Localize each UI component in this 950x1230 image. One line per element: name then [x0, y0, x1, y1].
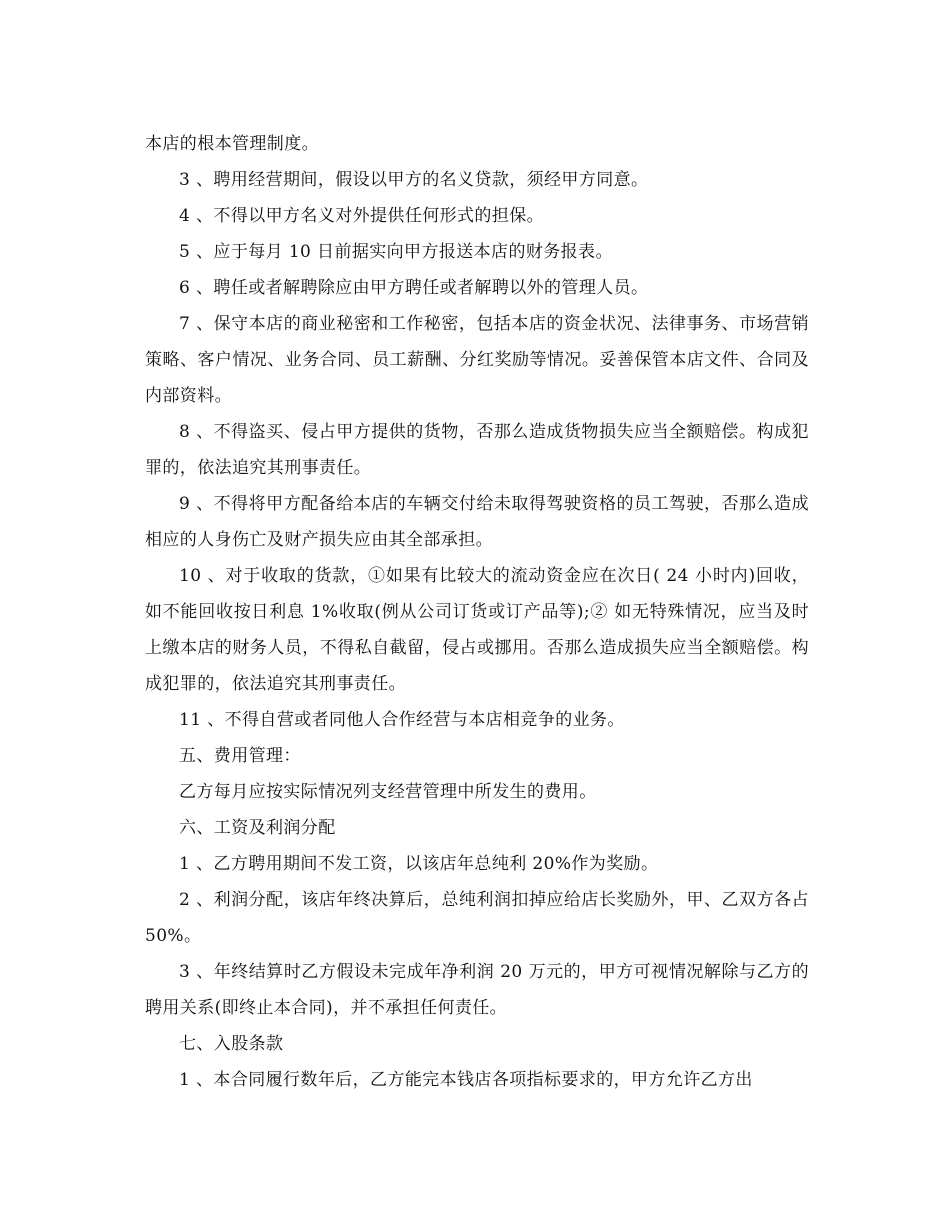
paragraph-clause-8-goods: 8 、不得盗买、侵占甲方提供的货物，否那么造成货物损失应当全额赔偿。构成犯罪的，依法追究其刑事责任。	[145, 422, 809, 478]
paragraph-clause-10-payments: 10 、对于收取的货款，①如果有比较大的流动资金应在次日( 24 小时内)回收，如不能回收按日利息 1%收取(例从公司订货或订产品等);② 如无特殊情况，应当及时上缴本店的财务人员，不得私自截留，侵占或挪用。否那么造成损失应当全额赔偿。构成犯罪的，依法追究其刑事责任。	[145, 566, 809, 694]
paragraph-clause-9-vehicles: 9 、不得将甲方配备给本店的车辆交付给未取得驾驶资格的员工驾驶，否那么造成相应的人身伤亡及财产损失应由其全部承担。	[145, 494, 809, 550]
section-heading-expenses: 五、费用管理：	[179, 746, 301, 766]
paragraph-management-system: 本店的根本管理制度。	[145, 134, 319, 154]
paragraph-expenses: 乙方每月应按实际情况列支经营管理中所发生的费用。	[179, 782, 597, 802]
paragraph-clause-4-guarantee: 4 、不得以甲方名义对外提供任何形式的担保。	[179, 206, 545, 226]
paragraph-clause-11-competition: 11 、不得自营或者同他人合作经营与本店相竞争的业务。	[179, 710, 625, 730]
paragraph-salary-1: 1 、乙方聘用期间不发工资，以该店年总纯利 20%作为奖励。	[179, 854, 659, 874]
paragraph-profit-2: 2 、利润分配，该店年终决算后，总纯利润扣掉应给店长奖励外，甲、乙双方各占 50%。	[145, 890, 809, 946]
section-heading-equity: 七、入股条款	[179, 1034, 284, 1054]
paragraph-clause-5-financial-report: 5 、应于每月 10 日前据实向甲方报送本店的财务报表。	[179, 242, 613, 262]
paragraph-clause-6-hiring: 6 、聘任或者解聘除应由甲方聘任或者解聘以外的管理人员。	[179, 278, 649, 298]
section-heading-salary-profit: 六、工资及利润分配	[179, 818, 336, 838]
paragraph-clause-7-confidentiality: 7 、保守本店的商业秘密和工作秘密，包括本店的资金状况、法律事务、市场营销策略、客户情况、业务合同、员工薪酬、分红奖励等情况。妥善保管本店文件、合同及内部资料。	[145, 314, 809, 406]
document-body	[145, 126, 809, 1098]
paragraph-equity-1: 1 、本合同履行数年后，乙方能完本钱店各项指标要求的，甲方允许乙方出	[179, 1070, 753, 1090]
paragraph-settlement-3: 3 、年终结算时乙方假设未完成年净利润 20 万元的，甲方可视情况解除与乙方的聘用关系(即终止本合同)，并不承担任何责任。	[145, 962, 809, 1018]
paragraph-clause-3-loans: 3 、聘用经营期间，假设以甲方的名义贷款，须经甲方同意。	[179, 170, 649, 190]
